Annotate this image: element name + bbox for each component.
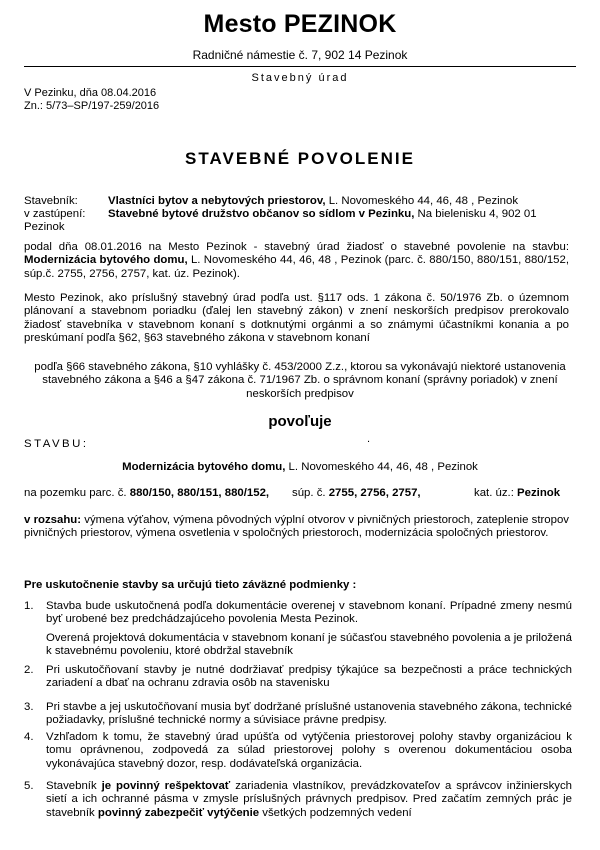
condition-text-part: zariadenia vlastníkov, prevádzkovateľov a správcov inžinierskych sietí a ich ochranné pásma v zmysle príslušných právnych predpisov. Pred začatím zemných prác je stavebník [46, 780, 573, 819]
conditions-heading: Pre uskutočnenie stavby sa určujú tieto záväzné podmienky : [24, 579, 357, 591]
condition-subparagraph: Overená projektová dokumentácia v stavebnom konaní je súčasťou stavebného povolenia a je priložená k stavebnému povoleniu, ktoré obdržal stavebník [46, 632, 572, 658]
construction-line [0, 461, 600, 473]
sup-label: súp. č. [292, 487, 326, 499]
condition-text-part: Stavebník [46, 780, 102, 792]
builder-label: Stavebník: [24, 195, 78, 207]
condition-number: 1. [24, 600, 34, 612]
scope-text: výmena výťahov, výmena pôvodných výplní otvorov v pivničných priestoroch, zateplenie stropov pivničných priestorov, výmena osvetlenia v spoločných priestoroch, modernizácia spoločných priestorov. [24, 514, 570, 540]
cadastral-value: Pezinok [513, 487, 561, 499]
stavbu-label: STAVBU: [24, 438, 89, 450]
condition-text-bold: je povinný rešpektovať [101, 780, 231, 792]
document-title: STAVEBNÉ POVOLENIE [185, 149, 415, 168]
application-paragraph [24, 241, 569, 281]
condition-text: Pri uskutočňovaní stavby je nutné dodržiavať predpisy týkajúce sa bezpečnosti a práce technických zariadení a dbať na ochranu zdravia osôb na stavenisku [46, 664, 572, 690]
cadastral-line [474, 487, 560, 499]
construction-name: Modernizácia bytového domu, [122, 461, 286, 473]
representative-address: Na bielenisku 4, 902 01 [414, 208, 537, 220]
condition-text: Pri stavbe a jej uskutočňovaní musia byť dodržané príslušné ustanovenia stavebného zákona, technické požiadavky, príslušné technické normy a súvisiace právne predpisy. [46, 701, 572, 727]
sup-numbers: 2755, 2756, 2757, [325, 487, 421, 499]
application-bold: Modernizácia bytového domu, [24, 254, 188, 267]
application-text-2: L. Novomeského 44, 46, 48 , Pezinok (parc. č. 880/150, 880/151, 880/152, súp.č. 2755, 2756, 2757, kat. úz. Pezinok). [24, 254, 569, 280]
condition-text: Stavba bude uskutočnená podľa dokumentácie overenej v stavebnom konaní. Prípadné zmeny nesmú byť urobené bez predchádzajúceho povolenia Mesta Pezinok. [46, 600, 572, 626]
condition-number: 4. [24, 731, 34, 743]
cadastral-label: kat. úz.: [474, 487, 514, 499]
dateline [24, 87, 159, 113]
condition-text-part: všetkých podzemných vedení [259, 806, 412, 819]
file-number: Zn.: 5/73–SP/197-259/2016 [24, 100, 160, 112]
review-paragraph: Mesto Pezinok, ako príslušný stavebný úrad podľa ust. §117 ods. 1 zákona č. 50/1976 Zb. o územnom plánovaní a stavebnom poriadku (ďalej len stavebný zákon) v znení neskorších predpisov prerokovalo žiadosť stavebníka v stavebnom konaní s dotknutými orgánmi a so známymi účastníkmi konania a po preskúmaní podľa §62, §63 stavebného zákona v stavebnom konaní [24, 292, 569, 344]
condition-number: 5. [24, 780, 34, 792]
scope-paragraph [24, 514, 569, 541]
construction-address: L. Novomeského 44, 46, 48 , Pezinok [285, 461, 478, 473]
legal-basis: podľa §66 stavebného zákona, §10 vyhlášky č. 453/2000 Z.z., ktorou sa vykonávajú niektoré ustanovenia stavebného zákona a §46 a §47 zákona č. 71/1967 Zb. o správnom konaní (správny poriadok) v znení neskorších predpisov [34, 361, 566, 400]
parcel-line [24, 487, 269, 499]
place-date: V Pezinku, dňa 08.04.2016 [24, 87, 157, 99]
town-address: Radničné námestie č. 7, 902 14 Pezinok [192, 48, 408, 62]
application-text: podal dňa 08.01.2016 na Mesto Pezinok - stavebný úrad žiadosť o stavebné povolenie na stavbu: [24, 241, 569, 253]
representative-label: v zastúpení: [24, 208, 86, 220]
parcel-numbers: 880/150, 880/151, 880/152, [126, 487, 270, 499]
decision-verb: povoľuje [268, 413, 332, 430]
condition-text: Vzhľadom k tomu, že stavebný úrad upúšťa od vytýčenia priestorovej polohy stavby organizáciou k tomu oprávnenou, zodpovedá za súlad priestorovej polohy s overenou dokumentáciou osoba vykonávajúca stavebný dozor, resp. dodávateľská organizácia. [46, 731, 572, 770]
condition-text [46, 780, 572, 820]
builder-address: L. Novomeského 44, 46, 48 , Pezinok [325, 195, 519, 207]
town-title: Mesto PEZINOK [203, 10, 397, 38]
condition-number: 3. [24, 701, 34, 713]
header-divider [24, 66, 576, 67]
parcel-prefix: na pozemku parc. č. [24, 487, 127, 499]
representative-value [108, 208, 570, 221]
condition-number: 2. [24, 664, 34, 676]
condition-text-bold: povinný zabezpečiť vytýčenie [97, 806, 260, 819]
builder-name: Vlastníci bytov a nebytových priestorov, [108, 195, 326, 207]
builder-value [108, 195, 570, 208]
representative-name: Stavebné bytové družstvo občanov so sídlom v Pezinku, [108, 208, 415, 220]
office-name: Stavebný úrad [251, 72, 349, 84]
representative-city: Pezinok [24, 221, 65, 233]
stray-dot: . [367, 433, 371, 445]
scope-label: v rozsahu: [24, 514, 82, 526]
sup-line [292, 487, 421, 499]
